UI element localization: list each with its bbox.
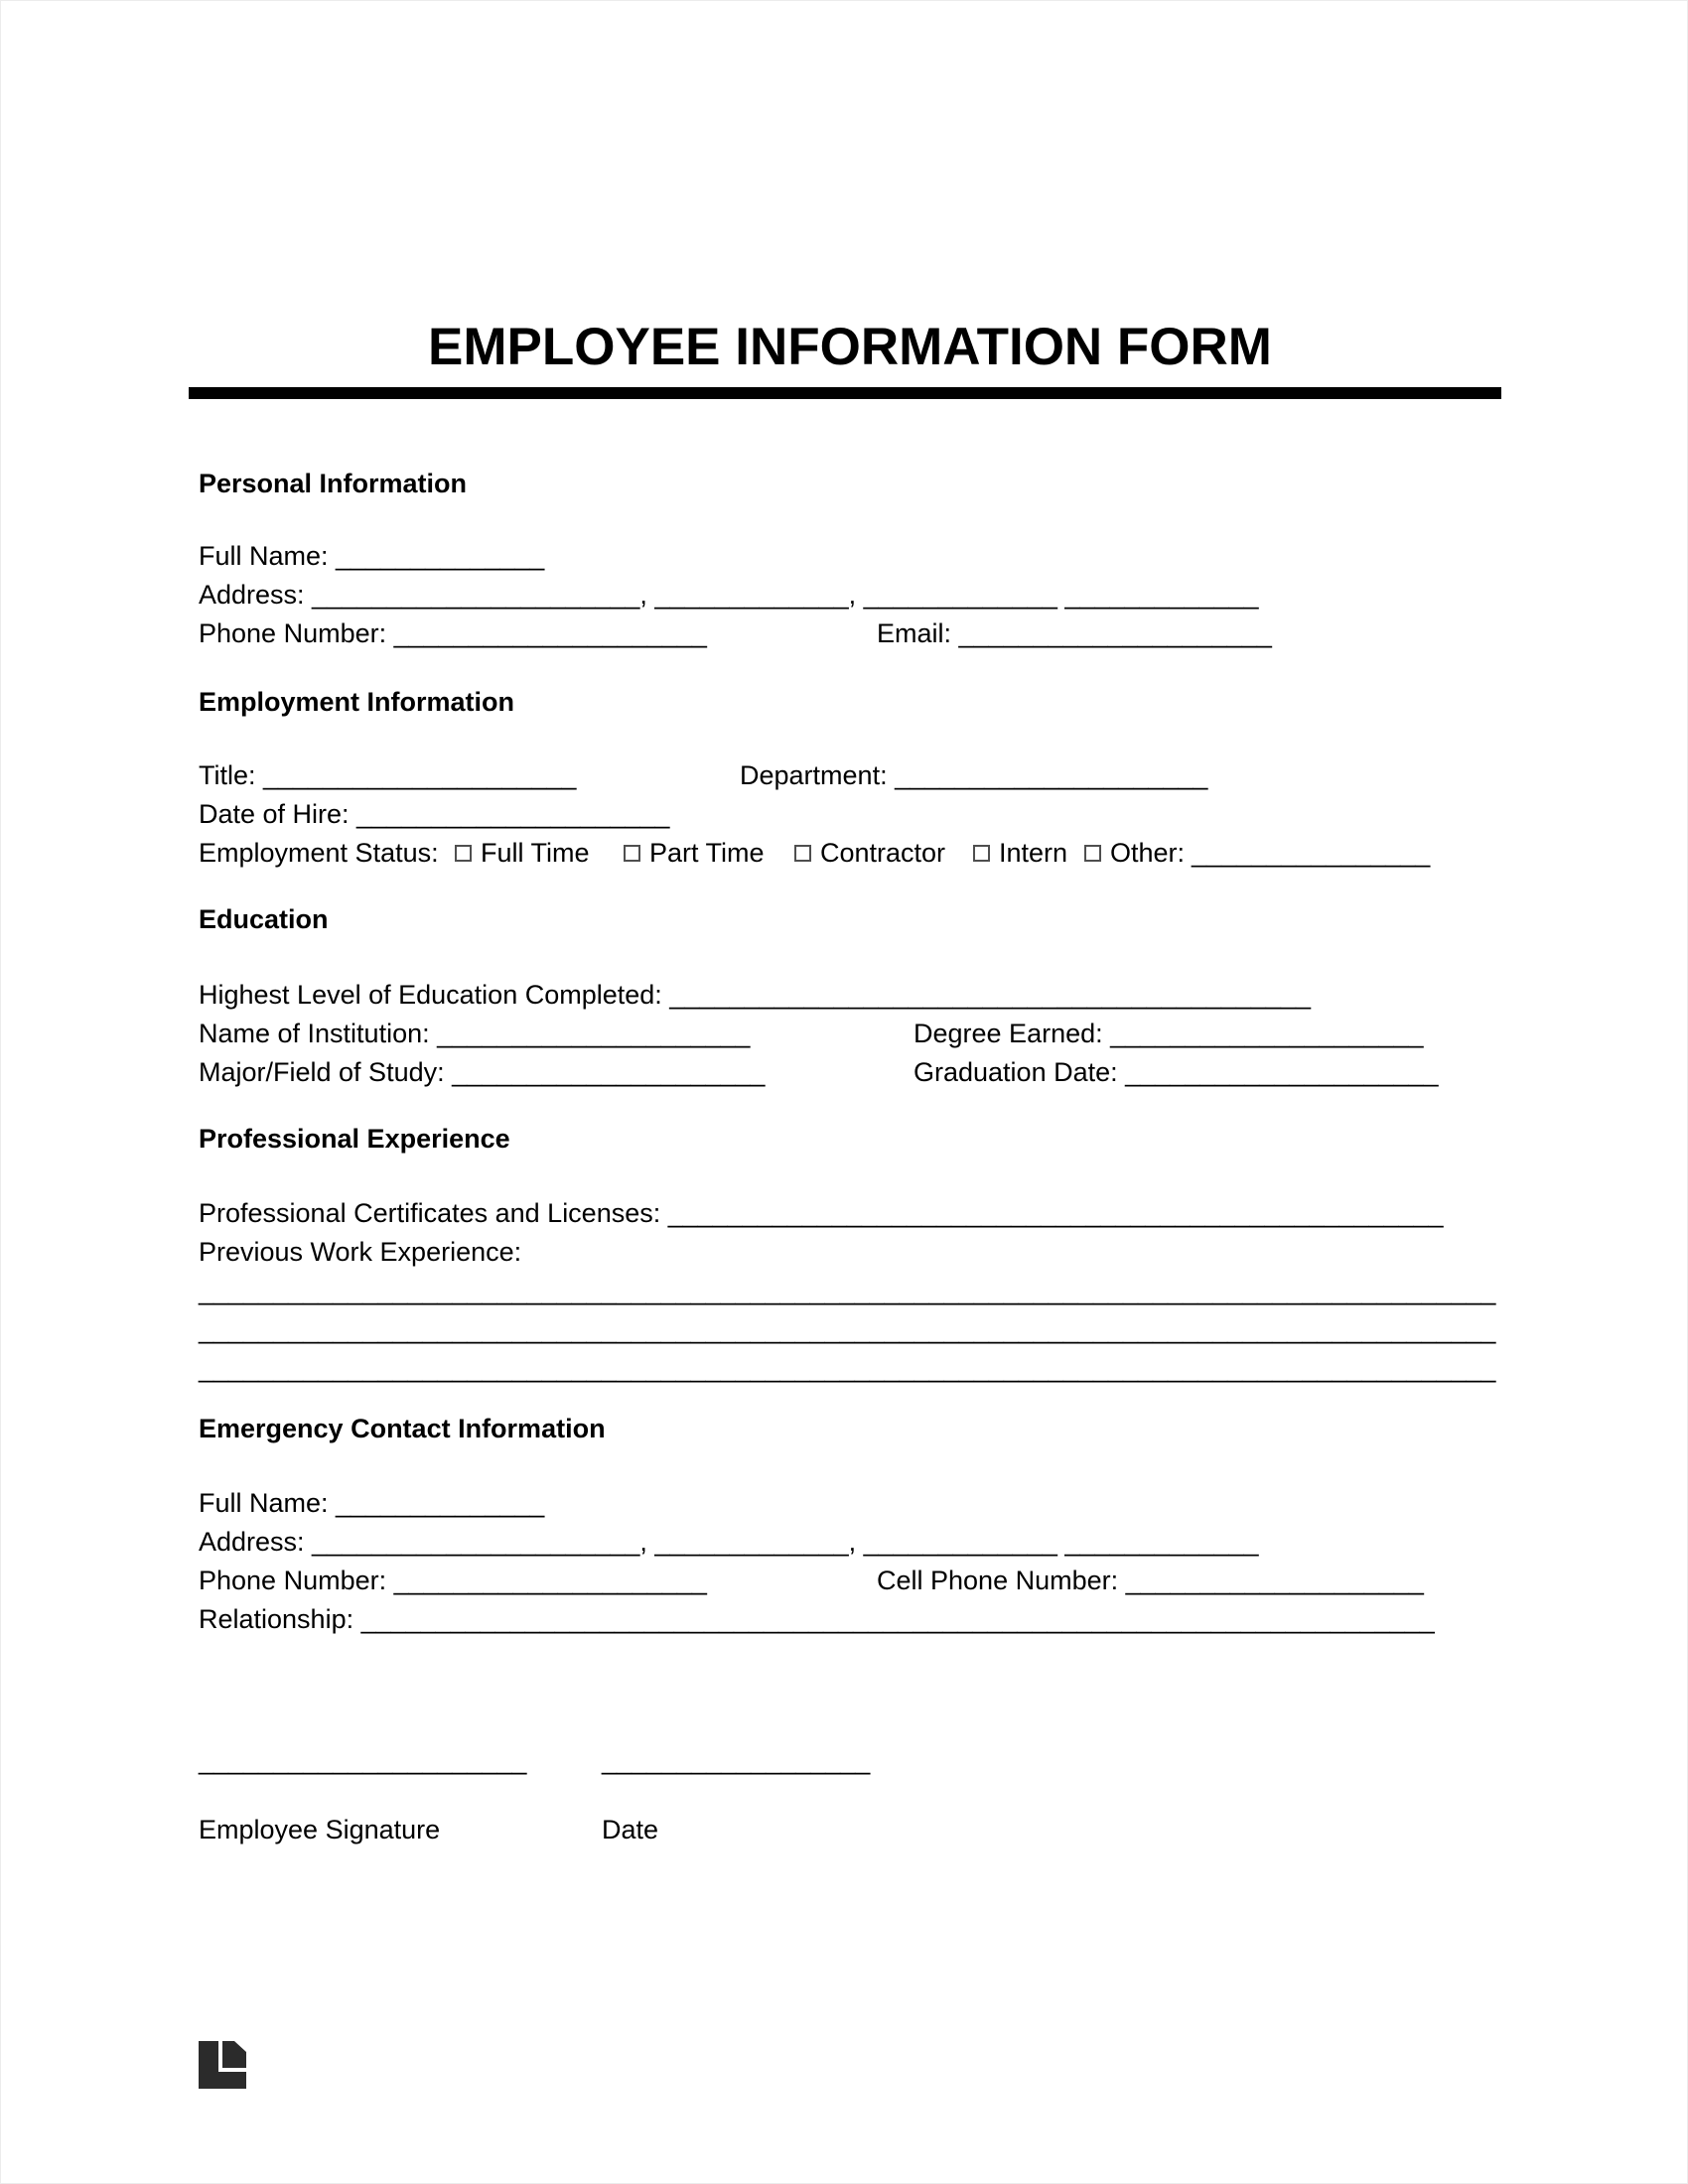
option-label: Other: [1110, 838, 1186, 868]
phone-number-field[interactable]: Phone Number: _____________________ [199, 618, 707, 648]
employment-heading: Employment Information [199, 687, 515, 717]
department-field[interactable]: Department: _____________________ [740, 760, 1208, 790]
emergency-heading: Emergency Contact Information [199, 1414, 606, 1443]
address-field[interactable]: Address: ______________________, _____________, _____________ _____________ [199, 580, 1259, 610]
section-education [199, 900, 1501, 1092]
signature-lines-row [199, 1741, 1501, 1780]
legal-templates-logo-icon [199, 2041, 246, 2089]
full-name-field[interactable]: Full Name: ______________ [199, 541, 545, 571]
employee-signature-line[interactable]: ______________________ [199, 1745, 527, 1775]
professional-heading: Professional Experience [199, 1124, 510, 1154]
degree-earned-field[interactable]: Degree Earned: _____________________ [914, 1019, 1424, 1048]
emergency-phone-field[interactable]: Phone Number: _____________________ [199, 1566, 707, 1595]
work-experience-blank-line[interactable]: _______________________________________________________________________________________ [199, 1314, 1496, 1344]
employment-status-label: Employment Status: [199, 838, 439, 868]
other-field[interactable]: ________________ [1192, 838, 1431, 868]
checkbox-icon[interactable] [1084, 845, 1101, 862]
option-label: Intern [999, 838, 1068, 868]
personal-heading: Personal Information [199, 469, 468, 498]
date-of-hire-field[interactable]: Date of Hire: _____________________ [199, 799, 670, 829]
checkbox-icon[interactable] [973, 845, 990, 862]
section-professional-experience [199, 1120, 1501, 1388]
title-divider [189, 387, 1501, 399]
signature-labels-row [199, 1811, 1501, 1849]
checkbox-icon[interactable] [455, 845, 472, 862]
date-line[interactable]: __________________ [602, 1745, 871, 1775]
highest-education-field[interactable]: Highest Level of Education Completed: ___________________________________________ [199, 980, 1311, 1010]
cell-phone-field[interactable]: Cell Phone Number: ____________________ [877, 1566, 1424, 1595]
work-experience-blank-line[interactable]: _______________________________________________________________________________________ [199, 1353, 1496, 1383]
document-content [199, 0, 1501, 2089]
education-heading: Education [199, 904, 329, 934]
job-title-field[interactable]: Title: _____________________ [199, 760, 577, 790]
relationship-field[interactable]: Relationship: ________________________________________________________________________ [199, 1604, 1435, 1634]
section-personal-information [199, 465, 1501, 653]
checkbox-icon[interactable] [794, 845, 811, 862]
title-department-row [199, 756, 1501, 795]
option-full-time[interactable] [455, 834, 590, 873]
option-intern[interactable] [973, 834, 1067, 873]
page-title: EMPLOYEE INFORMATION FORM [428, 318, 1272, 376]
section-employment-information [199, 683, 1501, 873]
work-experience-blank-line[interactable]: _______________________________________________________________________________________ [199, 1276, 1496, 1305]
option-label: Part Time [649, 838, 765, 868]
major-field[interactable]: Major/Field of Study: _____________________ [199, 1057, 766, 1087]
option-other[interactable] [1084, 834, 1430, 873]
major-graduation-row [199, 1053, 1501, 1092]
option-label: Full Time [481, 838, 590, 868]
section-signature [199, 1741, 1501, 1849]
institution-degree-row [199, 1015, 1501, 1053]
option-label: Contractor [820, 838, 946, 868]
emergency-phone-row [199, 1562, 1501, 1600]
employee-signature-label: Employee Signature [199, 1815, 441, 1844]
emergency-full-name-field[interactable]: Full Name: ______________ [199, 1488, 545, 1518]
employment-status-row [199, 834, 1501, 873]
option-part-time[interactable] [624, 834, 765, 873]
phone-email-row [199, 614, 1501, 653]
checkbox-icon[interactable] [624, 845, 640, 862]
certificates-field[interactable]: Professional Certificates and Licenses: ____________________________________________________ [199, 1198, 1444, 1228]
date-label: Date [602, 1815, 659, 1844]
section-emergency-contact [199, 1410, 1501, 1639]
emergency-address-field[interactable]: Address: ______________________, _____________, _____________ _____________ [199, 1527, 1259, 1557]
brand-logo [199, 2041, 1501, 2089]
option-contractor[interactable] [794, 834, 945, 873]
email-field[interactable]: Email: _____________________ [877, 618, 1272, 648]
graduation-date-field[interactable]: Graduation Date: _____________________ [914, 1057, 1439, 1087]
institution-field[interactable]: Name of Institution: _____________________ [199, 1019, 751, 1048]
previous-work-label: Previous Work Experience: [199, 1237, 522, 1267]
